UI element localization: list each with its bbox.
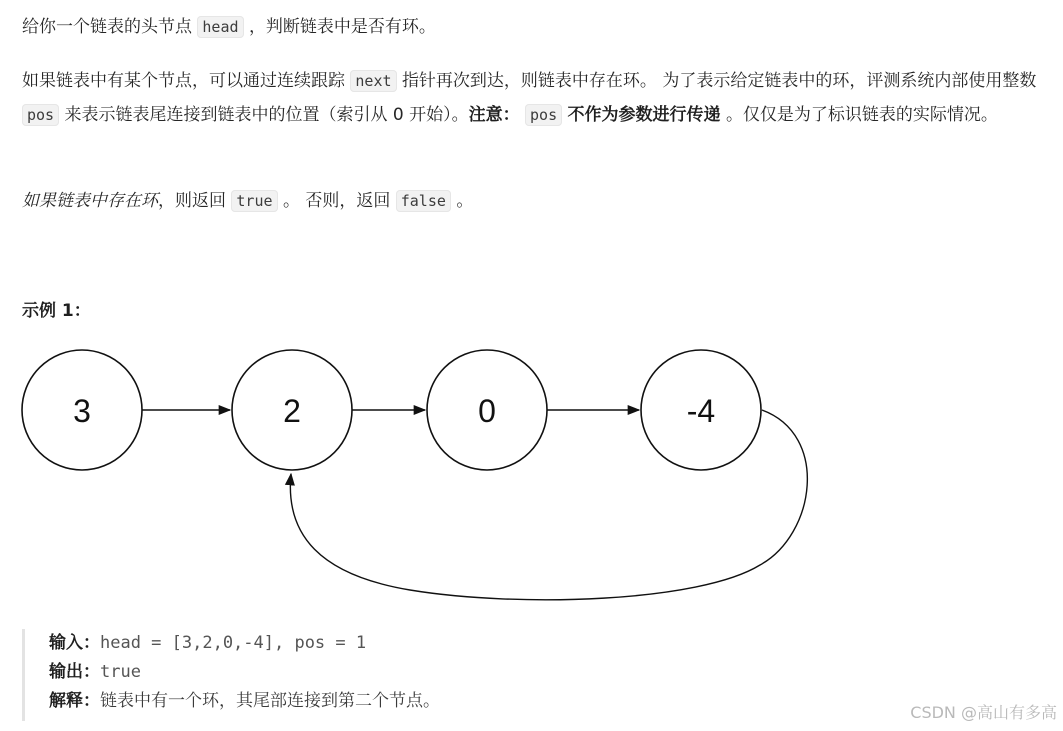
desc-text-1: 如果链表中有某个节点，可以通过连续跟踪 xyxy=(22,71,345,91)
desc-text-3: 来表示链表尾连接到链表中的位置（索引从 0 开始）。 xyxy=(64,105,469,125)
intro-paragraph xyxy=(22,10,1047,44)
desc-text-2: 指针再次到达，则链表中存在环。 为了表示给定链表中的环，评测系统内部使用整数 xyxy=(401,71,1037,91)
node-label-3: -4 xyxy=(686,393,716,429)
return-text-3: 。 xyxy=(456,191,474,211)
explain-value: 链表中有一个环，其尾部连接到第二个节点。 xyxy=(100,691,440,711)
example-explain-line xyxy=(49,687,440,716)
code-head: head xyxy=(197,16,243,38)
example-title: 示例 1： xyxy=(22,301,91,321)
desc-text-4: 。仅仅是为了标识链表的实际情况。 xyxy=(725,105,998,125)
return-paragraph xyxy=(22,184,1047,218)
csdn-watermark: CSDN @高山有多高 xyxy=(910,703,1057,722)
return-text-1: ，则返回 xyxy=(158,191,226,211)
output-label: 输出： xyxy=(49,662,100,682)
code-pos-2: pos xyxy=(525,104,562,126)
intro-text-2: ，判断链表中是否有环。 xyxy=(248,17,436,37)
code-next: next xyxy=(350,70,396,92)
return-text-2: 。 否则，返回 xyxy=(282,191,391,211)
input-label: 输入： xyxy=(49,633,100,653)
input-value: head = [3,2,0,-4], pos = 1 xyxy=(100,633,367,653)
example-io-block xyxy=(22,629,440,721)
node-label-0: 3 xyxy=(73,393,91,429)
note-label: 注意： xyxy=(468,105,520,125)
note-bold-text: 不作为参数进行传递 xyxy=(567,105,721,125)
return-italic: 如果链表中存在环 xyxy=(22,191,158,211)
example-output-line xyxy=(49,658,440,687)
explain-label: 解释： xyxy=(49,691,100,711)
output-value: true xyxy=(100,662,141,682)
code-true: true xyxy=(231,190,277,212)
node-label-1: 2 xyxy=(283,393,301,429)
code-false: false xyxy=(396,190,451,212)
node-label-2: 0 xyxy=(478,393,496,429)
linked-list-diagram xyxy=(0,340,1063,610)
intro-text-1: 给你一个链表的头节点 xyxy=(22,17,192,37)
example-input-line xyxy=(49,629,440,658)
code-pos: pos xyxy=(22,104,59,126)
description-paragraph xyxy=(22,64,1047,132)
